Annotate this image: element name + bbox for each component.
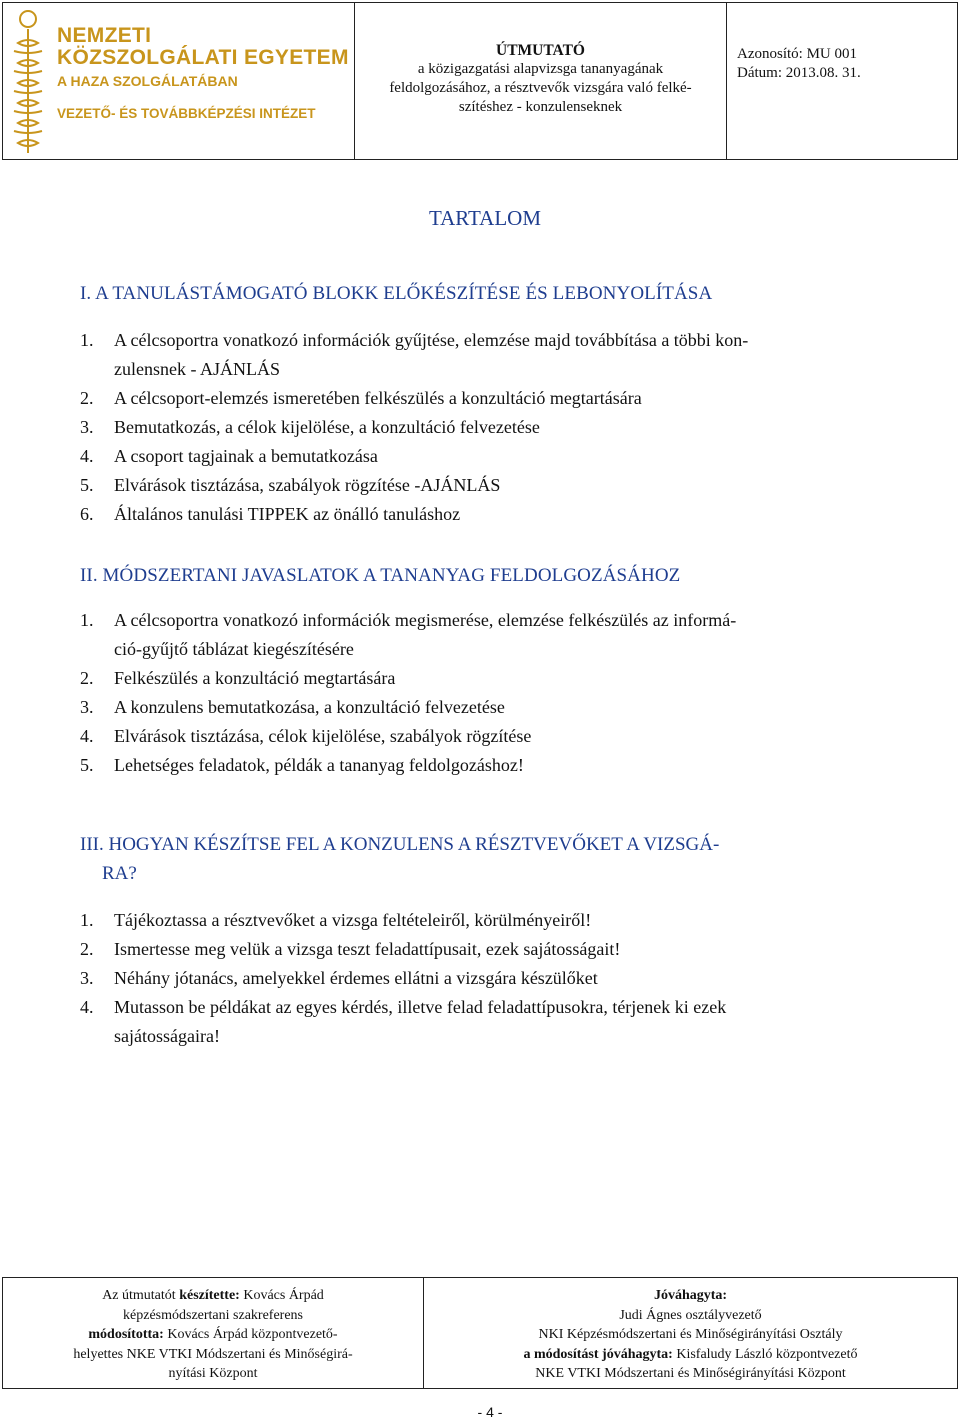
header-meta-cell (727, 3, 957, 159)
item-number: 2. (80, 668, 94, 688)
item-number: 1. (80, 330, 94, 350)
section-3-heading-line-2: RA? (102, 863, 137, 884)
item-number: 5. (80, 755, 94, 775)
footer-approved-cell (424, 1278, 957, 1388)
prepared-by: Az útmutatót készítette: Kovács Árpád (102, 1288, 324, 1303)
section-2-list (80, 606, 900, 780)
document-title: ÚTMUTATÓ (496, 42, 585, 59)
item-text: Általános tanulási TIPPEK az önálló tanuláshoz (114, 504, 461, 524)
contents-title: TARTALOM (428, 206, 542, 230)
logo-line-4: VEZETŐ- ÉS TOVÁBBKÉPZÉSI INTÉZET (57, 106, 316, 121)
logo-line-3: A HAZA SZOLGÁLATÁBAN (57, 73, 238, 89)
item-number: 3. (80, 697, 94, 717)
list-item (80, 722, 900, 751)
header-title-cell (355, 3, 727, 159)
logo-line-1: NEMZETI (57, 24, 152, 47)
list-item (80, 993, 900, 1051)
document-date: Dátum: 2013.08. 31. (737, 65, 861, 81)
list-item (80, 413, 900, 442)
item-number: 1. (80, 610, 94, 630)
approved-label: Jóváhagyta: (653, 1288, 728, 1303)
item-text: A célcsoportra vonatkozó információk gyűjtése, elemzése majd továbbítása a többi kon- zulensnek - AJÁNLÁS (114, 330, 749, 379)
document-subtitle-line-2: feldolgozásához, a résztvevők vizsgára való felké- (389, 80, 692, 96)
section-1-heading: I. A TANULÁSTÁMOGATÓ BLOKK ELŐKÉSZÍTÉSE ÉS LEBONYOLÍTÁSA (80, 283, 713, 304)
approver-unit: NKI Képzésmódszertani és Minőségirányítási Osztály (538, 1327, 843, 1342)
list-item (80, 606, 900, 664)
section-2-heading: II. MÓDSZERTANI JAVASLATOK A TANANYAG FELDOLGOZÁSÁHOZ (80, 565, 681, 586)
section-3-heading-line-1: III. HOGYAN KÉSZÍTSE FEL A KONZULENS A RÉSZTVEVŐKET A VIZSGÁ- (80, 834, 720, 855)
item-text: Néhány jótanács, amelyekkel érdemes ellátni a vizsgára készülőket (114, 968, 598, 988)
logo-line-2: KÖZSZOLGÁLATI EGYETEM (57, 46, 349, 69)
list-item (80, 751, 900, 780)
item-text: A csoport tagjainak a bemutatkozása (114, 446, 378, 466)
item-text: Elvárások tisztázása, célok kijelölése, szabályok rögzítése (114, 726, 532, 746)
institution-logo-text (57, 25, 349, 122)
list-item (80, 906, 900, 935)
university-crest-icon (9, 7, 47, 157)
list-item (80, 500, 900, 529)
modified-by-line-3: nyítási Központ (168, 1366, 258, 1381)
modified-by-line-2: helyettes NKE VTKI Módszertani és Minőségirá- (73, 1346, 353, 1362)
document-subtitle-line-3: szítéshez - konzulenseknek (458, 99, 623, 115)
list-item (80, 664, 900, 693)
modified-by: módosította: Kovács Árpád központvezető- (88, 1327, 338, 1342)
list-item (80, 326, 900, 384)
section-1-list (80, 326, 900, 529)
page-number: - 4 - (477, 1404, 503, 1420)
prepared-role: képzésmódszertani szakreferens (123, 1307, 303, 1323)
item-text: Mutasson be példákat az egyes kérdés, illetve felad feladattípusokra, térjenek ki ezek sajátosságaira! (114, 997, 727, 1046)
approver-name: Judi Ágnes osztályvezető (619, 1307, 762, 1323)
list-item (80, 964, 900, 993)
modification-approver-unit: NKE VTKI Módszertani és Minőségirányítási Központ (535, 1366, 846, 1381)
item-number: 1. (80, 910, 94, 930)
document-footer (2, 1277, 958, 1389)
item-number: 4. (80, 446, 94, 466)
item-number: 2. (80, 939, 94, 959)
list-item (80, 693, 900, 722)
list-item (80, 384, 900, 413)
item-number: 3. (80, 417, 94, 437)
item-number: 6. (80, 504, 94, 524)
section-3-heading (80, 830, 880, 888)
item-number: 5. (80, 475, 94, 495)
item-text: Felkészülés a konzultáció megtartására (114, 668, 396, 688)
header-logo-cell (3, 3, 355, 159)
item-text: Ismertesse meg velük a vizsga teszt feladattípusait, ezek sajátosságait! (114, 939, 621, 959)
document-id: Azonosító: MU 001 (737, 46, 857, 62)
item-text: Elvárások tisztázása, szabályok rögzítése -AJÁNLÁS (114, 475, 501, 495)
list-item (80, 935, 900, 964)
list-item (80, 471, 900, 500)
item-text: Lehetséges feladatok, példák a tananyag feldolgozáshoz! (114, 755, 524, 775)
document-header (2, 2, 958, 160)
section-3-list (80, 906, 900, 1051)
footer-prepared-cell (3, 1278, 424, 1388)
list-item (80, 442, 900, 471)
modification-approved-by: a módosítást jóváhagyta: Kisfaludy László központvezető (523, 1346, 858, 1362)
item-number: 4. (80, 997, 94, 1017)
item-number: 2. (80, 388, 94, 408)
document-subtitle-line-1: a közigazgatási alapvizsga tananyagának (417, 61, 664, 77)
item-text: Tájékoztassa a résztvevőket a vizsga feltételeiről, körülményeiről! (114, 910, 592, 930)
item-number: 3. (80, 968, 94, 988)
item-text: A célcsoportra vonatkozó információk megismerése, elemzése felkészülés az informá- ció-gyűjtő táblázat kiegészítésére (114, 610, 737, 659)
item-text: A konzulens bemutatkozása, a konzultáció felvezetése (114, 697, 505, 717)
item-text: A célcsoport-elemzés ismeretében felkészülés a konzultáció megtartására (114, 388, 642, 408)
item-number: 4. (80, 726, 94, 746)
item-text: Bemutatkozás, a célok kijelölése, a konzultáció felvezetése (114, 417, 540, 437)
